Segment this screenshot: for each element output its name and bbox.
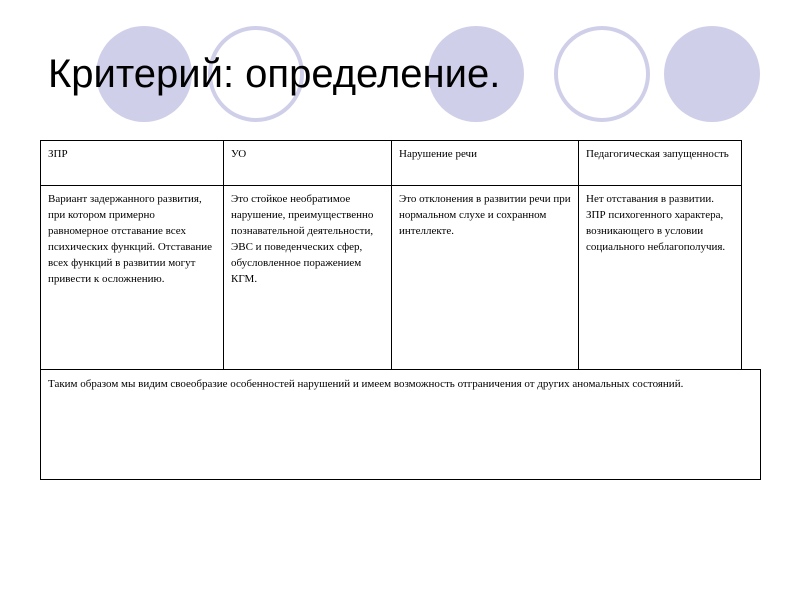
cell-pedagogical-neglect-definition: Нет отставания в развитии. ЗПР психогенного характера, возникающего в условии социального неблагополучия. <box>579 186 742 370</box>
cell-speech-disorder-definition: Это отклонения в развитии речи при нормальном слухе и сохранном интеллекте. <box>392 186 579 370</box>
decorative-circle-filled <box>664 26 760 122</box>
cell-zpr-definition: Вариант задержанного развития, при котором примерно равномерное отставание всех психических функций. Отставание всех функций в развитии могут привести к осложнению. <box>41 186 224 370</box>
header-cell-speech-disorder: Нарушение речи <box>392 141 579 186</box>
criteria-table <box>40 140 742 370</box>
slide-title: Критерий: определение. <box>48 52 501 96</box>
table-header-row <box>41 141 742 186</box>
table-row <box>41 186 742 370</box>
summary-box: Таким образом мы видим своеобразие особенностей нарушений и имеем возможность отграничения от других аномальных состояний. <box>40 369 761 480</box>
header-cell-zpr: ЗПР <box>41 141 224 186</box>
header-cell-uo: УО <box>224 141 392 186</box>
header-cell-pedagogical-neglect: Педагогическая запущенность <box>579 141 742 186</box>
cell-uo-definition: Это стойкое необратимое нарушение, преимущественно познавательной деятельности, ЭВС и поведенческих сфер, обусловленное поражением КГМ. <box>224 186 392 370</box>
decorative-circle-ring <box>554 26 650 122</box>
